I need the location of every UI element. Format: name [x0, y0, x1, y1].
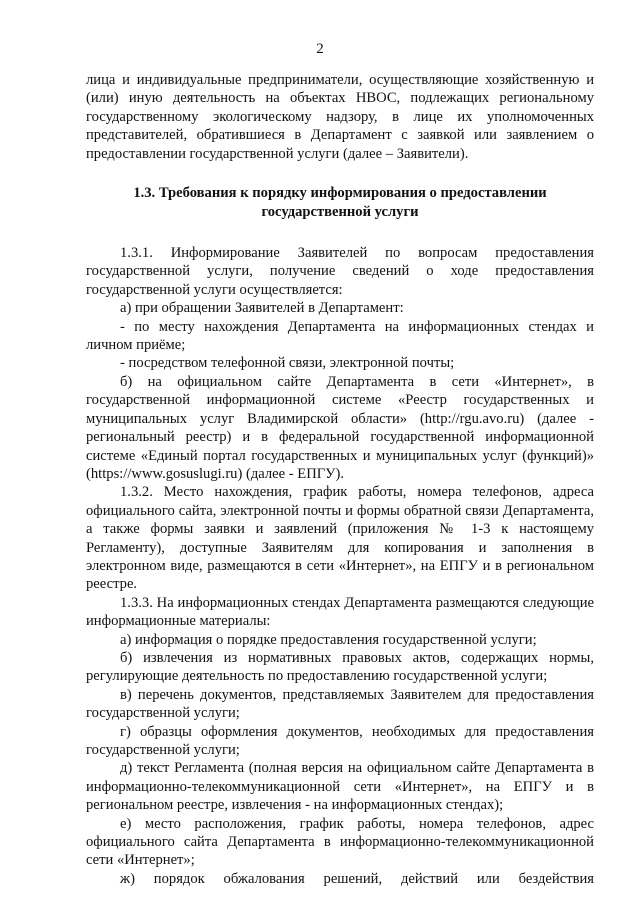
list-item-e: е) место расположения, график работы, номера телефонов, адрес официального сайта Департамента в информационно-телекоммуникационной сети «Интернет»; [86, 815, 594, 869]
list-item-g: г) образцы оформления документов, необходимых для предоставления государственной услуги; [86, 723, 594, 758]
list-item-a: а) информация о порядке предоставления государственной услуги; [120, 631, 537, 648]
paragraph-1-3-2: 1.3.2. Место нахождения, график работы, номера телефонов, адреса официального сайта, электронной почты и формы обратной связи Департамента, а также формы заявки и заявлений (приложения № 1-3 к настоящему Регламенту), доступные Заявителям для копирования и заполнения в электронном виде, размещаются в сети «Интернет», на ЕПГУ и в региональном реестре. [86, 484, 594, 593]
paragraph-1-3-1: 1.3.1. Информирование Заявителей по вопросам предоставления государственной услуги, получение сведений о ходе предоставления государственной услуги осуществляется: [86, 245, 594, 298]
intro-paragraph: лица и индивидуальные предприниматели, осуществляющие хозяйственную и (или) иную деятельность на объектах НВОС, подлежащих региональному государственному экологическому надзору, в лице их уполномоченных представителей, обратившиеся в Департамент с заявкой или заявлением о предоставлении государственной услуги (далее – Заявители). [86, 72, 594, 162]
document-body [86, 71, 594, 888]
item-a-phone: - посредством телефонной связи, электронной почты; [120, 355, 455, 372]
page-number: 2 [316, 41, 324, 57]
list-item-zh: ж) порядок обжалования решений, действий или бездействия [120, 870, 594, 887]
list-item-v: в) перечень документов, представляемых Заявителем для предоставления государственной услуги; [86, 686, 594, 722]
item-a: а) при обращении Заявителей в Департамент: [120, 300, 404, 317]
item-b: б) на официальном сайте Департамента в сети «Интернет», в государственной информационной системе «Реестр государственных и муниципальных услуг Владимирской области» (http://rgu.avo.ru) (далее - региональный реестр) и в федеральной государственной информационной системе «Единый портал государственных и муниципальных услуг (функций)» (https://www.gosuslugi.ru) (далее - ЕПГУ). [86, 373, 594, 482]
list-item-d: д) текст Регламента (полная версия на официальном сайте Департамента в информационно-телекоммуникационной сети «Интернет», на ЕПГУ и в региональном реестре, извлечения - на информационных стендах); [86, 760, 594, 814]
list-item-b: б) извлечения из нормативных правовых актов, содержащих нормы, регулирующие деятельность по предоставлению государственной услуги; [86, 649, 594, 685]
paragraph-1-3-3: 1.3.3. На информационных стендах Департамента размещаются следующие информационные материалы: [86, 594, 594, 630]
item-a-stands: - по месту нахождения Департамента на информационных стендах и личном приёме; [86, 318, 594, 354]
section-heading: 1.3. Требования к порядку информирования о предоставлении государственной услуги [133, 185, 547, 221]
